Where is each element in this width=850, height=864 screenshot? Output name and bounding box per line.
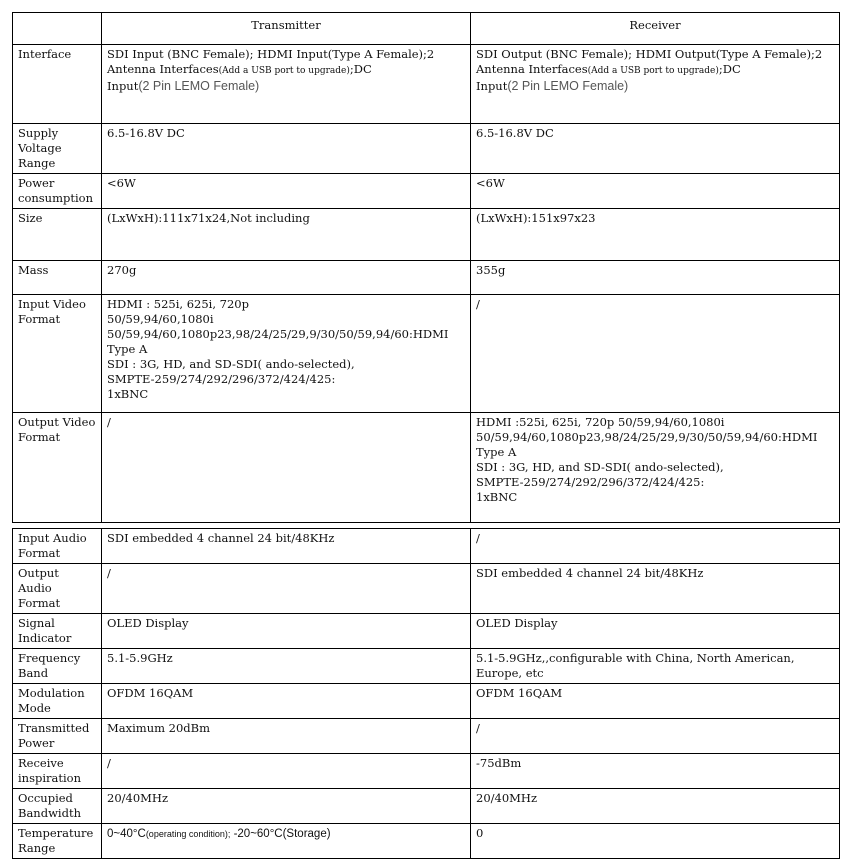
row-temperature: [13, 824, 840, 859]
interface-rx-line3a: Input: [476, 79, 508, 93]
row-output-audio: [13, 564, 840, 614]
row-output-video: [13, 413, 840, 523]
row-bandwidth: [13, 789, 840, 824]
header-receiver: Receiver: [471, 13, 840, 45]
text-line: SDI : 3G, HD, and SD-SDI( ando-selected),: [107, 357, 355, 371]
text-line: Type A: [476, 445, 517, 459]
row-mass: [13, 261, 840, 295]
interface-tx-usb-note: (Add a USB port to upgrade): [218, 66, 350, 76]
interface-tx-line1: SDI Input (BNC Female); HDMI Input(Type A Female);2: [107, 47, 435, 61]
cell-transmitter: /: [102, 564, 471, 614]
row-label: Supply Voltage Range: [13, 124, 102, 174]
interface-rx-line1: SDI Output (BNC Female); HDMI Output(Type A Female);2: [476, 47, 823, 61]
cell-transmitter: 5.1-5.9GHz: [102, 649, 471, 684]
temp-operating-range: 0~40°C: [107, 828, 146, 840]
text-line: 50/59,94/60,1080p23,98/24/25/29,9/30/50/59,94/60:HDMI: [476, 430, 818, 444]
cell-transmitter: /: [102, 413, 471, 523]
row-modulation: [13, 684, 840, 719]
cell-transmitter: SDI embedded 4 channel 24 bit/48KHz: [102, 529, 471, 564]
header-transmitter: Transmitter: [102, 13, 471, 45]
cell-receiver: 5.1-5.9GHz,,configurable with China, North American, Europe, etc: [471, 649, 840, 684]
cell-receiver: 20/40MHz: [471, 789, 840, 824]
row-power: [13, 174, 840, 209]
row-label: Occupied Bandwidth: [13, 789, 102, 824]
input-video-transmitter: [102, 295, 471, 413]
row-label: Interface: [13, 45, 102, 124]
row-label: Frequency Band: [13, 649, 102, 684]
header-row: [13, 13, 840, 45]
interface-tx-line2c: ;DC: [349, 62, 372, 76]
cell-transmitter: /: [102, 754, 471, 789]
interface-rx-line2c: ;DC: [718, 62, 741, 76]
row-label: Size: [13, 209, 102, 261]
cell-receiver: <6W: [471, 174, 840, 209]
row-label: Modulation Mode: [13, 684, 102, 719]
cell-transmitter: 6.5-16.8V DC: [102, 124, 471, 174]
cell-transmitter: <6W: [102, 174, 471, 209]
row-label: Input Audio Format: [13, 529, 102, 564]
row-frequency-band: [13, 649, 840, 684]
cell-receiver: 355g: [471, 261, 840, 295]
spec-table-main: [12, 12, 840, 523]
header-empty-cell: [13, 13, 102, 45]
cell-transmitter: (LxWxH):111x71x24,Not including: [102, 209, 471, 261]
cell-transmitter: Maximum 20dBm: [102, 719, 471, 754]
interface-tx-line3: [107, 79, 465, 94]
temp-storage: -20~60°C(Storage): [230, 828, 331, 840]
row-transmitted-power: [13, 719, 840, 754]
temp-operating-note: (operating condition);: [145, 829, 231, 839]
row-label: Receive inspiration: [13, 754, 102, 789]
cell-transmitter: OLED Display: [102, 614, 471, 649]
row-label: Output Video Format: [13, 413, 102, 523]
row-supply-voltage: [13, 124, 840, 174]
text-line: 1xBNC: [107, 387, 149, 401]
cell-transmitter: OFDM 16QAM: [102, 684, 471, 719]
cell-receiver: OFDM 16QAM: [471, 684, 840, 719]
interface-rx-usb-note: (Add a USB port to upgrade): [587, 66, 719, 76]
text-line: SMPTE-259/274/292/296/372/424/425:: [107, 372, 336, 386]
interface-rx-line3: [476, 79, 834, 94]
cell-receiver: /: [471, 719, 840, 754]
output-video-receiver: [471, 413, 840, 523]
text-line: Type A: [107, 342, 148, 356]
cell-receiver: -75dBm: [471, 754, 840, 789]
cell-receiver: 0: [471, 824, 840, 859]
text-line: HDMI : 525i, 625i, 720p: [107, 297, 249, 311]
cell-transmitter: 20/40MHz: [102, 789, 471, 824]
row-receive-inspiration: [13, 754, 840, 789]
row-label: Power consumption: [13, 174, 102, 209]
row-label: Signal Indicator: [13, 614, 102, 649]
text-line: 50/59,94/60,1080i: [107, 312, 214, 326]
interface-tx-line2a: Antenna Interfaces: [107, 62, 219, 76]
row-label: Mass: [13, 261, 102, 295]
row-label: Output Audio Format: [13, 564, 102, 614]
row-label: Input Video Format: [13, 295, 102, 413]
temperature-transmitter: [102, 824, 471, 859]
text-line: 1xBNC: [476, 490, 518, 504]
row-label: Temperature Range: [13, 824, 102, 859]
cell-receiver: (LxWxH):151x97x23: [471, 209, 840, 261]
row-input-video: [13, 295, 840, 413]
interface-tx-line2: [107, 62, 465, 79]
row-signal-indicator: [13, 614, 840, 649]
interface-transmitter: [102, 45, 471, 124]
cell-receiver: SDI embedded 4 channel 24 bit/48KHz: [471, 564, 840, 614]
text-line: HDMI :525i, 625i, 720p 50/59,94/60,1080i: [476, 415, 725, 429]
row-interface: [13, 45, 840, 124]
interface-rx-line2: [476, 62, 834, 79]
interface-tx-lemo: (2 Pin LEMO Female): [138, 79, 260, 93]
text-line: 50/59,94/60,1080p23,98/24/25/29,9/30/50/59,94/60:HDMI: [107, 327, 449, 341]
cell-receiver: /: [471, 529, 840, 564]
spec-table-secondary: [12, 528, 840, 859]
cell-receiver: 6.5-16.8V DC: [471, 124, 840, 174]
row-input-audio: [13, 529, 840, 564]
cell-receiver: OLED Display: [471, 614, 840, 649]
row-size: [13, 209, 840, 261]
cell-receiver: /: [471, 295, 840, 413]
text-line: SMPTE-259/274/292/296/372/424/425:: [476, 475, 705, 489]
interface-rx-line2a: Antenna Interfaces: [476, 62, 588, 76]
cell-transmitter: 270g: [102, 261, 471, 295]
interface-rx-lemo: (2 Pin LEMO Female): [507, 79, 629, 93]
row-label: Transmitted Power: [13, 719, 102, 754]
text-line: SDI : 3G, HD, and SD-SDI( ando-selected),: [476, 460, 724, 474]
interface-receiver: [471, 45, 840, 124]
interface-tx-line3a: Input: [107, 79, 139, 93]
